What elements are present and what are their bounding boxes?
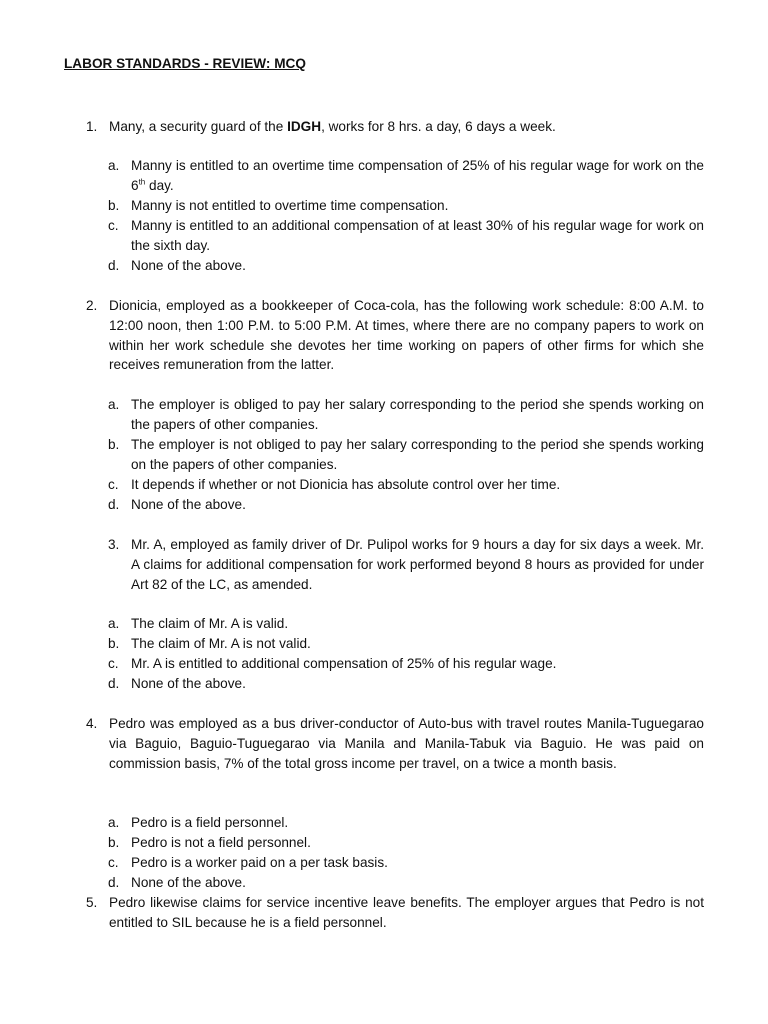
option-letter: d. <box>108 875 120 890</box>
option-letter: a. <box>108 616 120 631</box>
option <box>108 873 704 893</box>
option-text: Pedro is not a field personnel. <box>131 835 311 850</box>
option <box>108 216 704 256</box>
option-text: The employer is not obliged to pay her salary corresponding to the period she spends working on the papers of other companies. <box>131 437 704 472</box>
option-text: It depends if whether or not Dionicia has absolute control over her time. <box>131 477 561 492</box>
option-letter: a. <box>108 397 120 412</box>
option-text: None of the above. <box>131 497 246 512</box>
option-text: Mr. A is entitled to additional compensation of 25% of his regular wage. <box>131 656 557 671</box>
option-text: Manny is entitled to an overtime time compensation of 25% of his regular wage for work on the 6 <box>131 158 704 193</box>
option-text: None of the above. <box>131 258 246 273</box>
question-text-bold: IDGH <box>287 119 322 134</box>
question-text-part: , works for 8 hrs. a day, 6 days a week. <box>321 119 556 134</box>
option <box>108 435 704 475</box>
question-number: 4. <box>86 716 98 731</box>
option-letter: b. <box>108 198 120 213</box>
option <box>108 256 704 276</box>
option-text: Manny is not entitled to overtime time compensation. <box>131 198 449 213</box>
option <box>108 813 704 833</box>
option-text: None of the above. <box>131 676 246 691</box>
option-text: None of the above. <box>131 875 246 890</box>
option-superscript: th <box>138 177 146 187</box>
option-letter: d. <box>108 676 120 691</box>
option-letter: c. <box>108 477 119 492</box>
option-text: Manny is entitled to an additional compensation of at least 30% of his regular wage for work on the sixth day. <box>131 218 704 253</box>
option <box>108 853 704 873</box>
question-text: Pedro likewise claims for service incentive leave benefits. The employer argues that Pedro is not entitled to SIL because he is a field personnel. <box>109 895 704 930</box>
option-text: The claim of Mr. A is valid. <box>131 616 289 631</box>
option <box>108 156 704 196</box>
option <box>108 196 704 216</box>
option-letter: c. <box>108 218 119 233</box>
option-letter: d. <box>108 497 120 512</box>
question-text: Mr. A, employed as family driver of Dr. Pulipol works for 9 hours a day for six days a week. Mr. A claims for additional compensation for work performed beyond 8 hours as provided for under Art 82 of the LC, as amended. <box>131 537 704 592</box>
option-letter: b. <box>108 437 120 452</box>
option-text: Pedro is a field personnel. <box>131 815 289 830</box>
option-letter: a. <box>108 158 120 173</box>
option <box>108 674 704 694</box>
option-letter: b. <box>108 636 120 651</box>
question-text-part: Many, a security guard of the <box>109 119 288 134</box>
option <box>108 833 704 853</box>
option <box>108 614 704 634</box>
question-text: Pedro was employed as a bus driver-conductor of Auto-bus with travel routes Manila-Tuguegarao via Baguio, Baguio-Tuguegarao via Manila and Manila-Tabuk via Baguio. He was paid on commission basis, 7% of the total gross income per travel, on a twice a month basis. <box>109 716 704 771</box>
option-letter: c. <box>108 656 119 671</box>
question-number: 1. <box>86 119 98 134</box>
option <box>108 654 704 674</box>
question-number: 2. <box>86 298 98 313</box>
option <box>108 475 704 495</box>
option-text: The claim of Mr. A is not valid. <box>131 636 311 651</box>
question-number: 5. <box>86 895 98 910</box>
option-text: The employer is obliged to pay her salary corresponding to the period she spends working on the papers of other companies. <box>131 397 704 432</box>
document-title: LABOR STANDARDS - REVIEW: MCQ <box>64 56 306 71</box>
option <box>108 634 704 654</box>
option-text: Pedro is a worker paid on a per task basis. <box>131 855 388 870</box>
question-number: 3. <box>108 537 120 552</box>
question-text: Dionicia, employed as a bookkeeper of Coca-cola, has the following work schedule: 8:00 A.M. to 12:00 noon, then 1:00 P.M. to 5:00 P.M. At times, where there are no company papers to work on within her work schedule she devotes her time working on papers of other firms for which she receives remuneration from the latter. <box>109 298 704 373</box>
question-text <box>109 117 704 137</box>
option-letter: a. <box>108 815 120 830</box>
option-letter: c. <box>108 855 119 870</box>
option <box>108 495 704 515</box>
option-letter: d. <box>108 258 120 273</box>
option <box>108 395 704 435</box>
option-text: day. <box>145 177 174 193</box>
option-letter: b. <box>108 835 120 850</box>
